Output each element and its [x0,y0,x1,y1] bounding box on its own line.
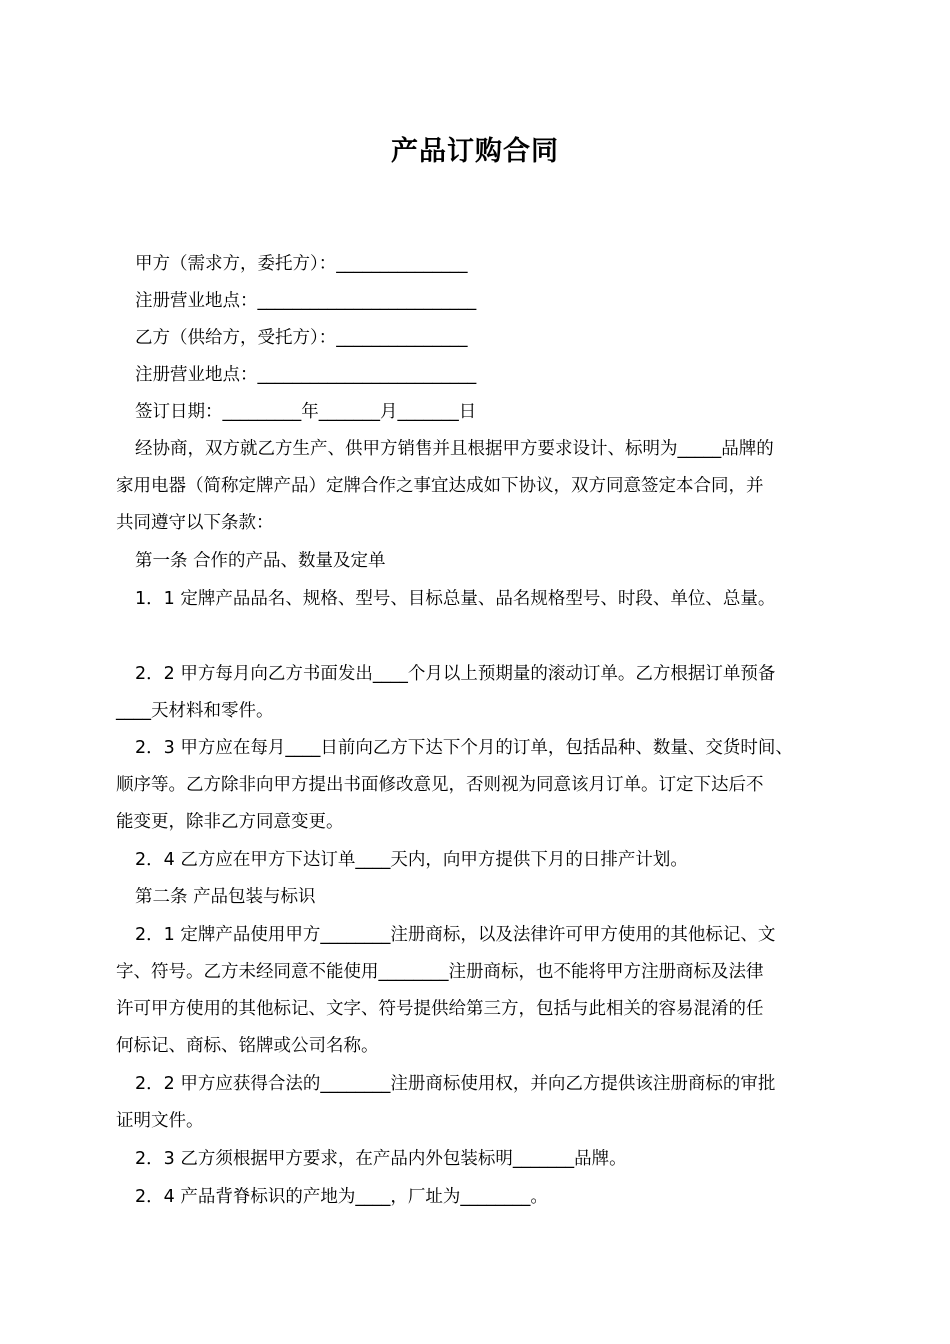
clause-2-2-line-2: ____天材料和零件。 [116,701,274,721]
clause-2-4: 2．4 乙方应在甲方下达订单____天内，向甲方提供下月的日排产计划。 [135,850,688,870]
clause-2-3-line-3: 能变更，除非乙方同意变更。 [116,812,344,832]
clause-2-1-b-line-2: 字、符号。乙方未经同意不能使用________注册商标，也不能将甲方注册商标及法律 [116,962,764,982]
clause-2-2-line-1: 2．2 甲方每月向乙方书面发出____个月以上预期量的滚动订单。乙方根据订单预备 [135,664,776,684]
clause-1-1: 1．1 定牌产品品名、规格、型号、目标总量、品名规格型号、时段、单位、总量。 [135,589,776,609]
party-b-address-line: 注册营业地点：_________________________ [135,365,477,385]
preamble-line-3: 共同遵守以下条款： [116,513,274,533]
clause-2-3-b: 2．3 乙方须根据甲方要求，在产品内外包装标明_______品牌。 [135,1149,627,1169]
clause-2-2-b-line-1: 2．2 甲方应获得合法的________注册商标使用权，并向乙方提供该注册商标的审批 [135,1074,776,1094]
party-b-line: 乙方（供给方，受托方）：_______________ [135,328,468,348]
clause-2-3-line-2: 顺序等。乙方除非向甲方提出书面修改意见，否则视为同意该月订单。订定下达后不 [116,775,764,795]
party-a-address-line: 注册营业地点：_________________________ [135,291,477,311]
signing-date-line: 签订日期：_________年_______月_______日 [135,402,477,422]
clause-2-2-b-line-2: 证明文件。 [116,1111,204,1131]
preamble-line-2: 家用电器（简称定牌产品）定牌合作之事宜达成如下协议，双方同意签定本合同，并 [116,476,764,496]
article-2-heading: 第二条 产品包装与标识 [135,887,316,907]
preamble-line-1: 经协商，双方就乙方生产、供甲方销售并且根据甲方要求设计、标明为_____品牌的 [135,439,774,459]
article-1-heading: 第一条 合作的产品、数量及定单 [135,551,386,571]
clause-2-3-line-1: 2．3 甲方应在每月____日前向乙方下达下个月的订单，包括品种、数量、交货时间、 [135,738,793,758]
clause-2-4-b: 2．4 产品背脊标识的产地为____，厂址为________。 [135,1187,548,1207]
document-title: 产品订购合同 [391,136,559,167]
clause-2-1-b-line-4: 何标记、商标、铭牌或公司名称。 [116,1036,379,1056]
party-a-line: 甲方（需求方，委托方）：_______________ [135,254,468,274]
clause-2-1-b-line-1: 2．1 定牌产品使用甲方________注册商标，以及法律许可甲方使用的其他标记、文 [135,925,776,945]
clause-2-1-b-line-3: 许可甲方使用的其他标记、文字、符号提供给第三方，包括与此相关的容易混淆的任 [116,999,764,1019]
